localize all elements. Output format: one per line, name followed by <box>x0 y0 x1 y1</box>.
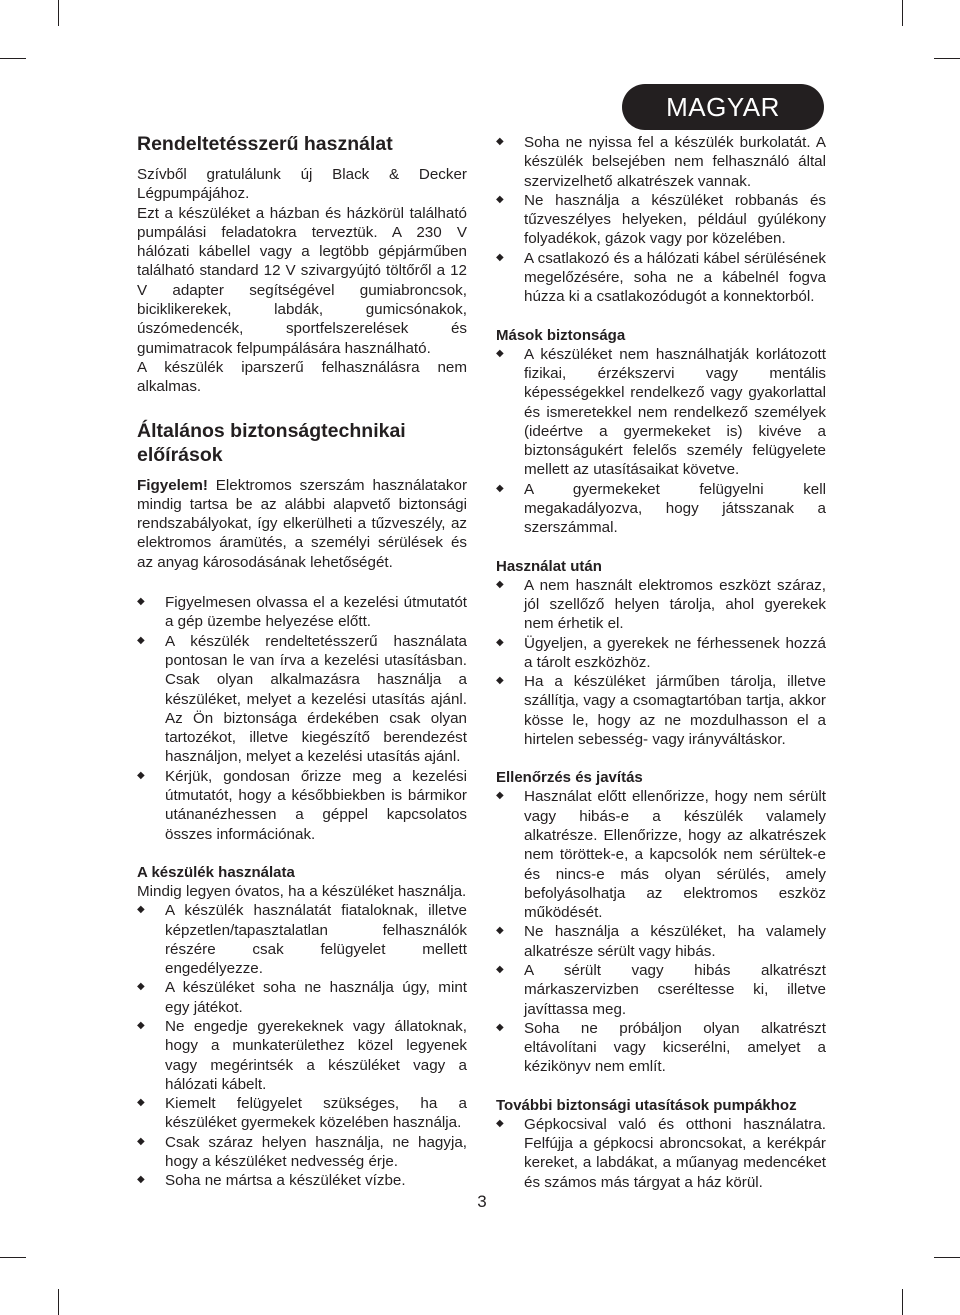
housing-safety-list <box>496 133 826 307</box>
list-item: ◆ Soha ne mártsa a készüléket vízbe. <box>137 1172 406 1190</box>
warning-text: Elektromos szerszám használatakor mindig tartsa be az alábbi alapvető biztonsági rendszabályokat, így elkerülheti a tűzveszély, az elektromos áramütés, a személyi sérülések és az anyag károsodásának lehetőségét. <box>137 476 467 571</box>
spacer <box>137 572 467 593</box>
crop-mark <box>902 1289 903 1315</box>
bullet-diamond-icon: ◆ <box>496 1021 504 1033</box>
section-title-pump-safety: További biztonsági utasítások pumpákhoz <box>496 1096 797 1114</box>
bullet-diamond-icon: ◆ <box>496 790 504 802</box>
bullet-diamond-icon: ◆ <box>496 482 504 494</box>
bullet-diamond-icon: ◆ <box>137 596 145 608</box>
list-item: ◆ A nem használt elektromos eszközt száraz, jól szellőző helyen tárolja, ahol gyerekek nem érhetik el. <box>496 576 826 633</box>
bullet-diamond-icon: ◆ <box>496 347 504 359</box>
bullet-diamond-icon: ◆ <box>496 578 504 590</box>
others-safety-list <box>496 345 826 538</box>
list-item: ◆ A készüléket nem használhatják korlátozott fizikai, érzékszervi vagy mentális képességekkel rendelkező vagy gyakorlattal és ismeretekkel nem rendelkező személyek (ideértve a gyermekeket is) kivéve a biztonságukért felelős személy felügyelete mellett az utasításaikat követve. <box>496 345 826 479</box>
list-item: ◆ Soha ne nyissa fel a készülék burkolatát. A készülék belsejében nem felhasználó által szervizelhető alkatrészek vannak. <box>496 134 826 190</box>
list-item: ◆ Ha a készüléket járműben tárolja, illetve szállítja, vagy a csomagtartóban tartja, akkor kösse le, hogy az ne mozdulhasson el a hirtelen sebesség- vagy irányváltáskor. <box>496 673 826 749</box>
left-column <box>137 132 467 1191</box>
inspection-list <box>496 787 826 1076</box>
bullet-diamond-icon: ◆ <box>137 904 145 916</box>
bullet-diamond-icon: ◆ <box>496 925 504 937</box>
bullet-diamond-icon: ◆ <box>496 251 504 263</box>
spacer <box>496 1077 826 1096</box>
bullet-diamond-icon: ◆ <box>496 136 504 147</box>
spacer <box>137 844 467 863</box>
section-title-usage: A készülék használata <box>137 863 295 881</box>
warning-paragraph <box>137 476 467 572</box>
spacer <box>496 307 826 326</box>
language-tab: MAGYAR <box>622 84 824 130</box>
list-item: ◆ A gyermekeket felügyelni kell megakadályozva, hogy játsszanak a szerszámmal. <box>496 480 826 537</box>
page-number: 3 <box>477 1192 487 1211</box>
list-item: ◆ A sérült vagy hibás alkatrészt márkaszervizben cseréltesse ki, illetve javíttassa meg. <box>496 961 826 1018</box>
bullet-diamond-icon: ◆ <box>137 1174 145 1186</box>
section-title-inspection: Ellenőrzés és javítás <box>496 769 643 787</box>
intro-paragraph: Ezt a készüléket a házban és házkörül található pumpálási feladatokra terveztük. A 230 V hálózati kábellel vagy a legtöbb gépjárműben található standard 12 V szivargyújtó töltőről a 12 V adapter segítségével gumiabroncsok, biciklikerekek, labdák, gumicsónakok, úszómedencék, sportfelszerelések és gumimatracok felpumpálására használható. <box>137 204 467 357</box>
list-item: ◆ Csak száraz helyen használja, ne hagyja, hogy a készüléket nedvesség érje. <box>137 1133 467 1171</box>
intro-paragraph: A készülék iparszerű felhasználásra nem alkalmas. <box>137 358 467 396</box>
bullet-diamond-icon: ◆ <box>496 193 504 205</box>
list-item: ◆ Soha ne próbáljon olyan alkatrészt eltávolítani vagy kicserélni, amelyet a kézikönyv nem említ. <box>496 1019 826 1076</box>
section-title-others-safety: Mások biztonsága <box>496 326 626 344</box>
bullet-diamond-icon: ◆ <box>496 1117 504 1129</box>
list-item: ◆ Kérjük, gondosan őrizze meg a kezelési útmutatót, hogy a későbbiekben is bármikor utánanézhessen a géppel kapcsolatos összes információnak. <box>137 767 467 843</box>
list-item: ◆ A készülék rendeltetésszerű használata pontosan le van írva a kezelési utasításban. Csak olyan alkalmazásra használja a készüléket, melyet a kezelési utasítás ajánl. Az Ön biztonsága érdekében csak olyan tartozékot, illetve kiegészítő berendezést használjon, melyet a kezelési utasítás ajánl. <box>137 632 467 766</box>
bullet-diamond-icon: ◆ <box>137 769 145 781</box>
bullet-diamond-icon: ◆ <box>137 1019 145 1031</box>
intro-paragraph: Szívből gratulálunk új Black & Decker Légpumpájához. <box>137 166 467 203</box>
list-item: ◆ Használat előtt ellenőrizze, hogy nem sérült vagy hibás-e a készülék valamely alkatrésze. Ellenőrizze, hogy az alkatrészek nem töröttek-e, a kapcsolók nem sérültek-e és nincs-e más olyan sérülés, amely befolyásolhatja az elektromos eszköz működését. <box>496 788 826 922</box>
bullet-diamond-icon: ◆ <box>496 636 504 648</box>
crop-mark <box>0 1257 26 1258</box>
bullet-diamond-icon: ◆ <box>137 1097 145 1109</box>
crop-mark <box>934 58 960 59</box>
crop-mark <box>934 1257 960 1258</box>
usage-intro: Mindig legyen óvatos, ha a készüléket használja. <box>137 882 467 900</box>
list-item: ◆ Ne engedje gyerekeknek vagy állatoknak, hogy a munkaterülethez közel legyenek vagy megérintsék a készüléket vagy a hálózati kábelt. <box>137 1017 467 1093</box>
bullet-diamond-icon: ◆ <box>137 634 145 646</box>
bullet-diamond-icon: ◆ <box>137 981 145 993</box>
section-title-intended-use: Rendeltetésszerű használat <box>137 133 393 155</box>
spacer <box>496 749 826 768</box>
warning-label: Figyelem! <box>137 476 208 494</box>
list-item: ◆ Figyelmesen olvassa el a kezelési útmutatót a gép üzembe helyezése előtt. <box>137 594 467 631</box>
general-safety-list <box>137 593 467 844</box>
bullet-diamond-icon: ◆ <box>496 675 504 687</box>
bullet-diamond-icon: ◆ <box>496 963 504 975</box>
crop-mark <box>0 58 26 59</box>
list-item: ◆ A készüléket soha ne használja úgy, mint egy játékot. <box>137 979 467 1016</box>
list-item: ◆ Ne használja a készüléket, ha valamely alkatrésze sérült vagy hibás. <box>496 923 826 960</box>
list-item: ◆ Ügyeljen, a gyerekek ne férhessenek hozzá a tárolt eszközhöz. <box>496 634 826 671</box>
crop-mark <box>902 0 903 26</box>
bullet-diamond-icon: ◆ <box>137 1135 145 1147</box>
section-title-general-safety: Általános biztonságtechnikai előírások <box>137 419 406 466</box>
list-item: ◆ A csatlakozó és a hálózati kábel sérülésének megelőzésére, soha ne a kábelnél fogva húzza ki a csatlakozódugót a konnektorból. <box>496 249 826 306</box>
crop-mark <box>58 1289 59 1315</box>
list-item: ◆ Gépkocsival való és otthoni használatra. Felfújja a gépkocsi abroncsokat, a kerékpár kereket, a labdákat, a műanyag medencéket és számos más tárgyat a ház körül. <box>496 1115 826 1191</box>
after-use-list <box>496 576 826 750</box>
section-title-after-use: Használat után <box>496 557 602 575</box>
right-column <box>496 133 826 1192</box>
usage-list <box>137 901 467 1190</box>
list-item: ◆ Kiemelt felügyelet szükséges, ha a készüléket gyermekek közelében használja. <box>137 1095 467 1132</box>
pump-safety-list <box>496 1115 826 1192</box>
crop-mark <box>58 0 59 26</box>
list-item: ◆ Ne használja a készüléket robbanás és tűzveszélyes helyeken, például gyúlékony folyadékok, gázok vagy por közelében. <box>496 191 826 248</box>
list-item: ◆ A készülék használatát fiataloknak, illetve képzetlen/tapasztalatlan felhasználók részére csak felügyelet mellett engedélyezze. <box>137 902 467 978</box>
spacer <box>496 538 826 557</box>
